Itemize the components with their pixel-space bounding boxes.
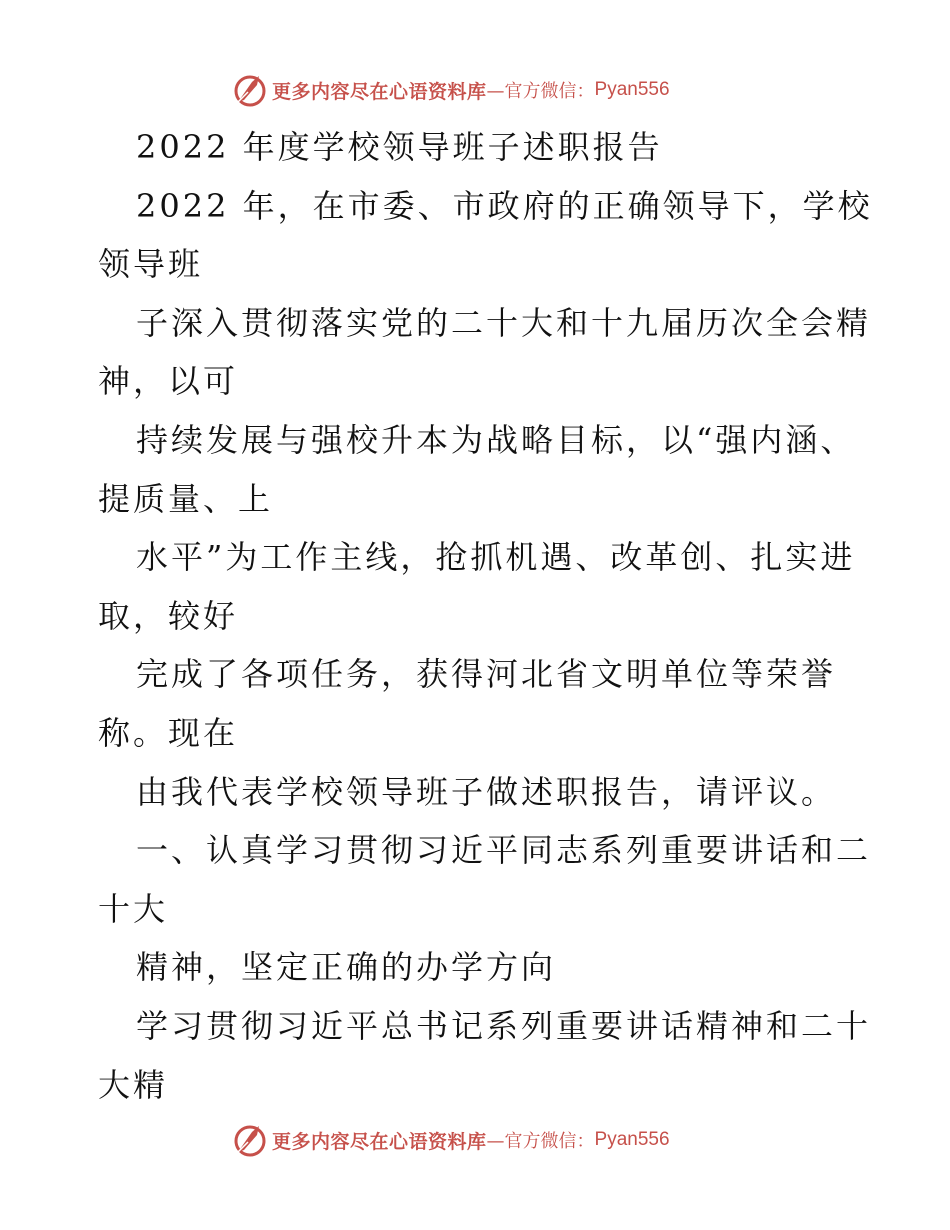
paragraph-line: 完成了各项任务，获得河北省文明单位等荣誉	[136, 655, 837, 694]
paragraph-line: 子深入贯彻落实党的二十大和十九届历次全会精	[136, 303, 872, 342]
section-heading: 一、认真学习贯彻习近平同志系列重要讲话和二	[136, 831, 872, 870]
paragraph-line: 取，较好	[98, 596, 239, 635]
quill-pen-logo-icon	[232, 72, 268, 108]
section-heading: 十大	[98, 889, 169, 928]
header-banner-wechat-id: Pyan556	[594, 79, 670, 100]
document-title: 2022 年度学校领导班子述职报告	[136, 128, 663, 166]
paragraph-line: 持续发展与强校升本为战略目标，以“强内涵、	[136, 420, 856, 459]
header-banner-sub-text: —官方微信：	[486, 81, 595, 102]
paragraph-line: 领导班	[98, 245, 204, 284]
footer-banner	[232, 1120, 670, 1160]
header-banner-main-text: 更多内容尽在心语资料库	[272, 80, 487, 103]
paragraph-line: 提质量、上	[98, 479, 274, 518]
section-heading: 精神，坚定正确的办学方向	[136, 948, 557, 987]
paragraph-line: 称。现在	[98, 713, 239, 752]
footer-banner-wechat-id: Pyan556	[594, 1129, 670, 1150]
paragraph-line: 神，以可	[98, 362, 239, 401]
footer-banner-sub-text: —官方微信：	[486, 1131, 595, 1152]
quill-pen-logo-icon	[232, 1122, 268, 1158]
header-banner	[232, 70, 670, 110]
paragraph-line: 大精	[98, 1065, 169, 1104]
paragraph-line: 水平”为工作主线，抢抓机遇、改革创、扎实进	[136, 538, 856, 577]
document-body	[98, 118, 873, 1114]
paragraph-line: 2022 年，在市委、市政府的正确领导下，学校	[136, 186, 873, 225]
paragraph-line: 学习贯彻习近平总书记系列重要讲话精神和二十	[136, 1006, 872, 1045]
paragraph-line: 由我代表学校领导班子做述职报告，请评议。	[136, 772, 837, 811]
footer-banner-main-text: 更多内容尽在心语资料库	[272, 1130, 487, 1153]
